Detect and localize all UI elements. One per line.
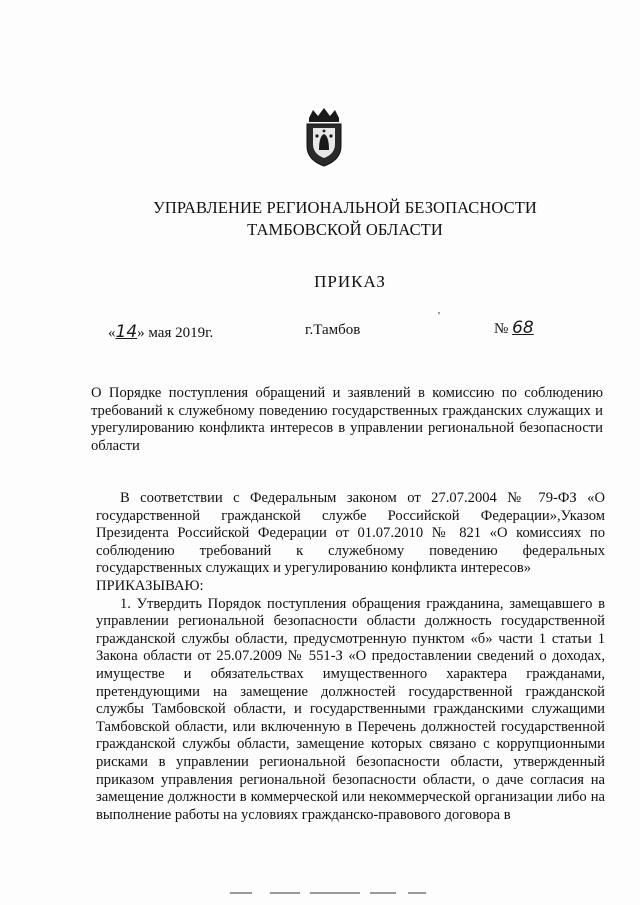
organization-name <box>150 197 540 241</box>
date-day-handwritten: 14 <box>115 322 138 342</box>
document-number-handwritten: 68 <box>512 318 534 338</box>
organization-name-line2: ТАМБОВСКОЙ ОБЛАСТИ <box>247 220 443 239</box>
document-number-label: № <box>494 321 509 337</box>
order-word: ПРИКАЗЫВАЮ: <box>96 577 204 594</box>
organization-name-line1: УПРАВЛЕНИЕ РЕГИОНАЛЬНОЙ БЕЗОПАСНОСТИ <box>153 198 537 217</box>
coat-of-arms-icon <box>301 108 347 168</box>
document-subject: О Порядке поступления обращений и заявлений в комиссию по соблюдению требований к служебному поведению государственных гражданских служащих и урегулированию конфликта интересов в управлении региональной безопасности области <box>91 385 603 454</box>
date-city-number-line <box>0 318 640 352</box>
document-date <box>108 322 213 342</box>
document-number <box>494 318 534 338</box>
date-month-year: мая 2019г. <box>148 325 214 341</box>
document-type-title: ПРИКАЗ <box>314 272 386 291</box>
date-open-quote: « <box>108 325 116 341</box>
preamble-paragraph: В соответствии с Федеральным законом от 27.07.2004 № 79-ФЗ «О государственной гражданской службе Российской Федерации»,Указом Президента Российской Федерации от 01.07.2010 № 821 «О комиссиях по соблюдению требований к служебному поведению федеральных государственных служащих и урегулированию конфликта интересов» <box>96 490 605 577</box>
order-item-1: 1. Утвердить Порядок поступления обращения гражданина, замещавшего в управлении региональной безопасности области должность государственной гражданской службы области, предусмотренную пунктом «б» части 1 статьи 1 Закона области от 25.07.2009 № 551-З «О предоставлении сведений о доходах, имуществе и обязательствах имущественного характера гражданами, претендующими на замещение должностей государственной гражданской службы Тамбовской области, и государственными гражданскими служащими Тамбовской области, или включенную в Перечень должностей государственной гражданской службы области, замещение которых связано с коррупционными рисками в управлении региональной безопасности области, утвержденный приказом управления региональной безопасности области, о даче согласия на замещение должности в коммерческой или некоммерческой организации либо на выполнение работы на условиях гражданско-правового договора в <box>96 595 605 823</box>
page-bottom-scan-marks <box>230 891 430 895</box>
scan-mark: ' <box>438 310 440 322</box>
date-close-quote: » <box>137 325 145 341</box>
document-body <box>96 490 605 824</box>
document-city: г.Тамбов <box>305 322 361 338</box>
